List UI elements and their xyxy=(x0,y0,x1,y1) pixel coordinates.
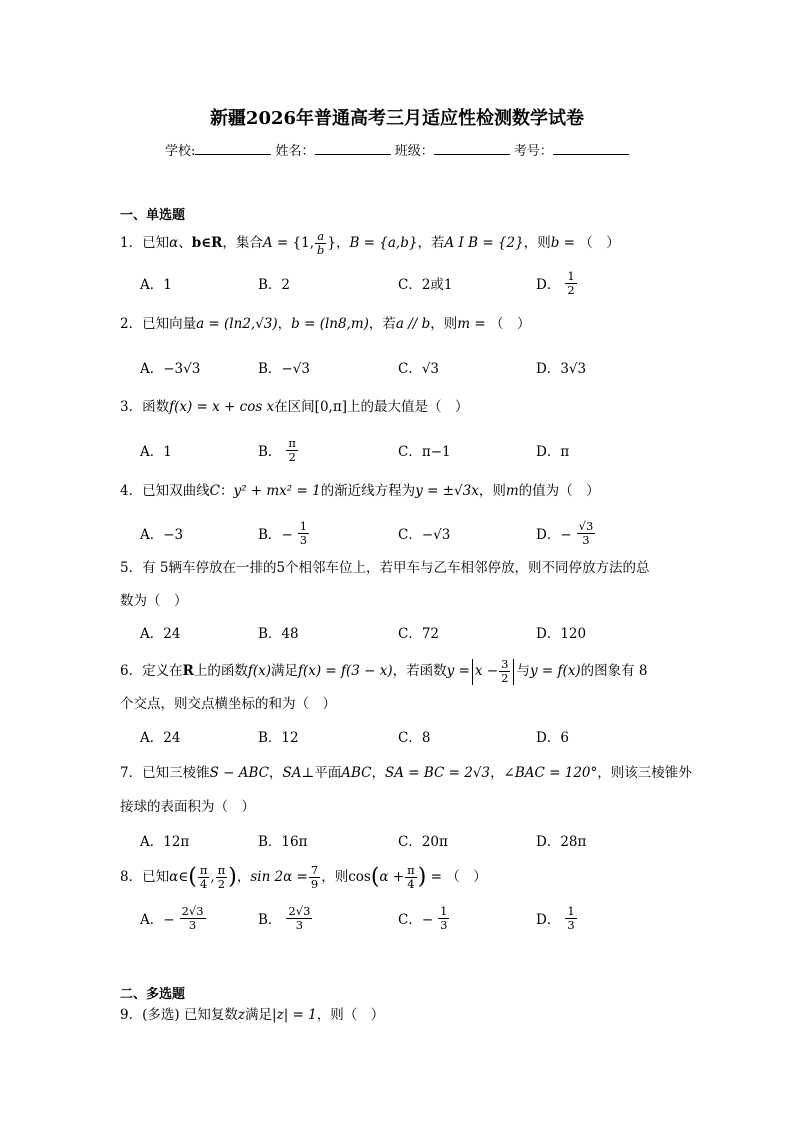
class-label: 班级： xyxy=(394,144,434,159)
section-single-choice: 一、单选题 xyxy=(120,208,186,223)
question-5-line-1: 5．有 5辆车停放在一排的5个相邻车位上，若甲车与乙车相邻停放，则不同停放方法的总 xyxy=(120,560,650,576)
school-label: 学校: xyxy=(165,144,196,159)
question-4: 4．已知双曲线C：y² + mx² = 1的渐近线方程为y = ±√3x，则m的值为（ ） xyxy=(120,483,600,499)
school-blank xyxy=(195,142,271,155)
option-a: A．24 xyxy=(140,730,181,746)
option-a: A．1 xyxy=(140,277,172,293)
question-3: 3．函数f(x) = x + cos x在区间[0,π]上的最大值是（ ） xyxy=(120,399,469,415)
question-6-options xyxy=(140,721,700,751)
question-8-options xyxy=(140,903,700,933)
option-b: B．− $\frac{1}{3}$ xyxy=(258,518,308,547)
option-b: B．2 xyxy=(258,277,291,293)
option-c: C．−√3 xyxy=(398,527,451,543)
option-a: A．12π xyxy=(140,834,190,850)
id-blank xyxy=(553,142,629,155)
option-d: D． $\frac{1}{3}$ xyxy=(536,903,575,932)
student-info-line xyxy=(165,140,629,159)
option-d: D．28π xyxy=(536,834,587,850)
option-a: A．−3 xyxy=(140,527,184,543)
question-1: 1．已知α、b∈R，集合A = {1, $\frac{a}{b}$ }，B = {a,b}，若A I B = {2}，则b = （ ） xyxy=(120,229,620,257)
question-5-options xyxy=(140,617,700,647)
question-7-line-2: 接球的表面积为（ ） xyxy=(120,799,255,815)
id-label: 考号： xyxy=(513,144,553,159)
question-7-options xyxy=(140,825,700,855)
question-4-options xyxy=(140,518,700,548)
question-6-line-2: 个交点，则交点横坐标的和为（ ） xyxy=(120,696,336,712)
page-title: 新疆2026年普通高考三月适应性检测数学试卷 xyxy=(209,108,585,129)
section-multi-choice: 二、多选题 xyxy=(120,987,186,1002)
option-c: C．2或1 xyxy=(398,277,453,293)
option-c: C．π−1 xyxy=(398,444,451,460)
option-b: B．12 xyxy=(258,730,299,746)
option-b: B． $\frac{\pi}{2}$ xyxy=(258,435,296,464)
name-blank xyxy=(315,142,391,155)
option-a: A．−3√3 xyxy=(140,361,201,377)
fraction: $\frac{a}{b}$ xyxy=(317,229,325,257)
question-2: 2．已知向量a = (ln2,√3)，b = (ln8,m)，若a // b，则m = （ ） xyxy=(120,316,531,332)
question-6: 6．定义在R上的函数f(x)满足f(x) = f(3 − x)，若函数y = x − $\frac{3}{2}$ 与y = f(x)的图象有 8 xyxy=(120,657,648,685)
option-d: D．120 xyxy=(536,626,587,642)
option-b: B．48 xyxy=(258,626,299,642)
question-9: 9．(多选) 已知复数z满足|z| = 1，则（ ） xyxy=(120,1007,385,1023)
question-1-options xyxy=(140,268,700,298)
option-a: A．24 xyxy=(140,626,181,642)
option-a: A．− $\frac{2√3}{3}$ xyxy=(140,903,204,932)
class-blank xyxy=(434,142,510,155)
option-d: D．− $\frac{√3}{3}$ xyxy=(536,518,594,547)
option-d: D．π xyxy=(536,444,570,460)
question-3-options xyxy=(140,435,700,465)
option-b: B．16π xyxy=(258,834,308,850)
option-d: D． $\frac{1}{2}$ xyxy=(536,268,575,297)
option-b: B． $\frac{2√3}{3}$ xyxy=(258,903,311,932)
option-d: D．3√3 xyxy=(536,361,587,377)
question-8: 8．已知α∈( $\frac{\pi}{4}$ , $\frac{\pi}{2}$ )，sin 2α = $\frac{7}{9}$ ，则cos(α + $\frac{\pi}{4}$ ) = （ ） xyxy=(120,863,487,891)
name-label: 姓名： xyxy=(275,144,315,159)
option-c: C．√3 xyxy=(398,361,440,377)
option-b: B．−√3 xyxy=(258,361,310,377)
question-2-options xyxy=(140,352,700,382)
option-a: A．1 xyxy=(140,444,172,460)
option-c: C．− $\frac{1}{3}$ xyxy=(398,903,448,932)
option-c: C．72 xyxy=(398,626,440,642)
question-5-line-2: 数为（ ） xyxy=(120,593,188,609)
option-c: C．20π xyxy=(398,834,448,850)
option-d: D．6 xyxy=(536,730,569,746)
option-c: C．8 xyxy=(398,730,431,746)
question-7: 7．已知三棱锥S − ABC，SA⊥平面ABC，SA = BC = 2√3，∠BAC = 120°，则该三棱锥外 xyxy=(120,765,692,781)
